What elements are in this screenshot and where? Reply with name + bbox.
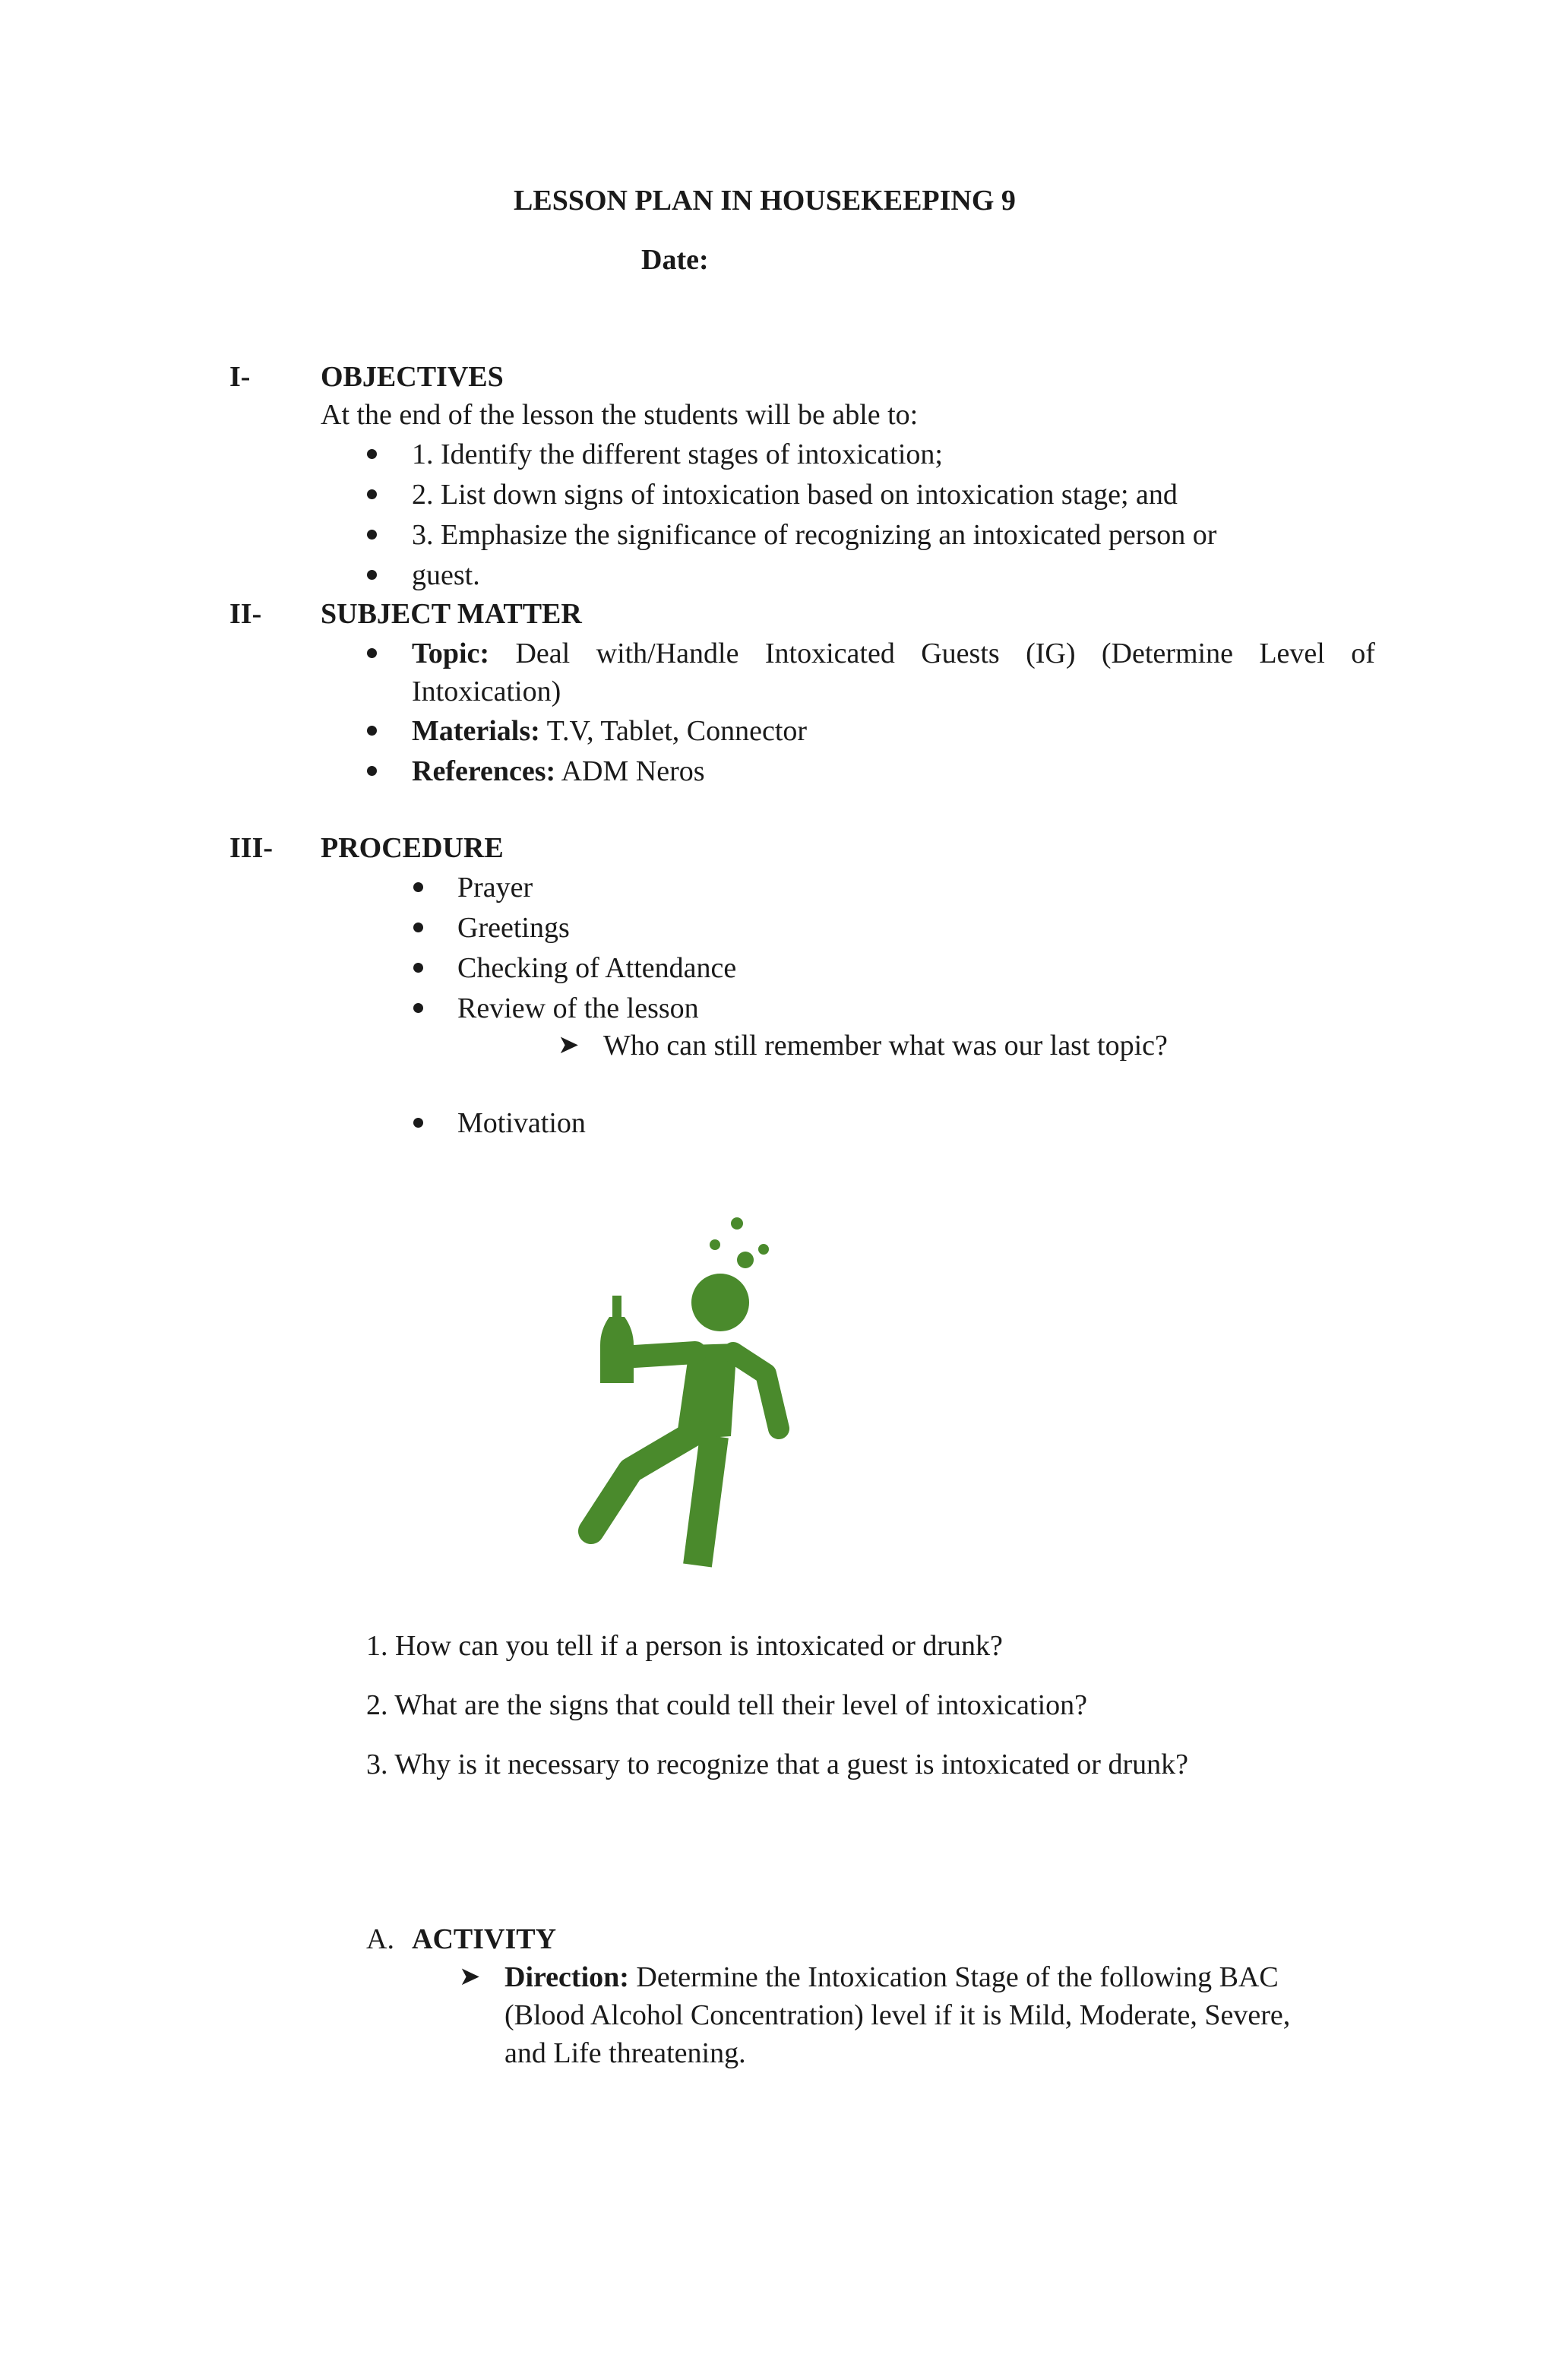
topic-word: (IG) [1026, 638, 1076, 669]
references-value: ADM Neros [561, 755, 705, 787]
direction-text: and Life threatening. [504, 2037, 746, 2069]
references-label: References: [412, 755, 556, 787]
section-numeral-procedure: III- [229, 832, 274, 864]
motivation-question: 2. What are the signs that could tell their level of intoxication? [366, 1689, 1088, 1721]
objectives-intro: At the end of the lesson the students will be able to: [321, 399, 919, 431]
bullet-icon [367, 570, 377, 580]
topic-continuation: Intoxication) [412, 676, 561, 707]
bullet-icon [367, 489, 377, 499]
topic-label: Topic: [412, 638, 490, 669]
motivation-label: Motivation [457, 1107, 586, 1139]
motivation-question: 3. Why is it necessary to recognize that a guest is intoxicated or drunk? [366, 1749, 1188, 1780]
topic-word: Deal [515, 638, 571, 669]
date-label: Date: [641, 244, 709, 276]
procedure-item: Checking of Attendance [457, 952, 737, 984]
arrow-bullet-icon: ➤ [558, 1031, 580, 1059]
topic-line [412, 634, 1375, 673]
objective-item: 2. List down signs of intoxication based on intoxication stage; and [412, 479, 1178, 511]
objective-item: guest. [412, 559, 480, 591]
bullet-icon [413, 1003, 423, 1013]
review-question: Who can still remember what was our last topic? [603, 1030, 1168, 1062]
topic-word: of [1351, 638, 1375, 669]
topic-word: Intoxicated [764, 638, 895, 669]
direction-label: Direction: [504, 1961, 629, 1993]
references-line [412, 752, 705, 791]
bullet-icon [413, 923, 423, 932]
bullet-icon [413, 963, 423, 973]
materials-label: Materials: [412, 715, 540, 747]
procedure-item: Greetings [457, 912, 570, 944]
bullet-icon [367, 530, 377, 540]
activity-letter: A. [366, 1923, 394, 1955]
direction-text: (Blood Alcohol Concentration) level if it is Mild, Moderate, Severe, [504, 1999, 1291, 2031]
bullet-icon [413, 882, 423, 892]
direction-line [504, 1957, 1279, 1997]
arrow-bullet-icon: ➤ [459, 1963, 481, 1991]
bullet-icon [367, 648, 377, 658]
section-heading-subject-matter: SUBJECT MATTER [321, 598, 582, 630]
section-heading-objectives: OBJECTIVES [321, 361, 504, 393]
section-numeral-objectives: I- [229, 361, 251, 393]
activity-heading: ACTIVITY [412, 1923, 557, 1955]
direction-text: Determine the Intoxication Stage of the following BAC [636, 1961, 1279, 1993]
topic-word: (Determine [1101, 638, 1233, 669]
section-heading-procedure: PROCEDURE [321, 832, 504, 864]
bullet-icon [413, 1118, 423, 1128]
motivation-question: 1. How can you tell if a person is intoxicated or drunk? [366, 1630, 1003, 1662]
materials-value: T.V, Tablet, Connector [546, 715, 808, 747]
procedure-item: Prayer [457, 872, 533, 904]
section-numeral-subject-matter: II- [229, 598, 262, 630]
objective-item: 1. Identify the different stages of intoxication; [412, 438, 943, 470]
topic-word: with/Handle [596, 638, 739, 669]
bullet-icon [367, 726, 377, 736]
drunk-person-icon [562, 1208, 821, 1581]
topic-word: Level [1259, 638, 1325, 669]
materials-line [412, 711, 807, 751]
objective-item: 3. Emphasize the significance of recognizing an intoxicated person or [412, 519, 1217, 551]
topic-word: Guests [921, 638, 1000, 669]
bullet-icon [367, 766, 377, 776]
procedure-item: Review of the lesson [457, 992, 699, 1024]
bullet-icon [367, 449, 377, 459]
page-title: LESSON PLAN IN HOUSEKEEPING 9 [514, 185, 1016, 217]
